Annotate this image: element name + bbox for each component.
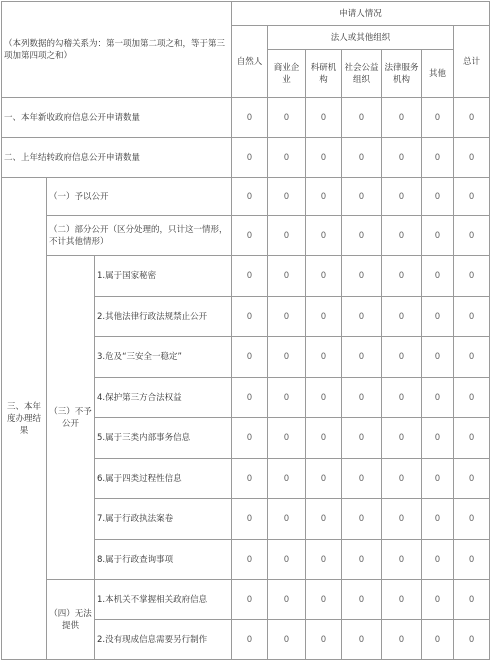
cell-value: 0 bbox=[306, 297, 342, 337]
header-legal-group: 法人或其他组织 bbox=[268, 26, 454, 50]
row-label-results: 三、本年度办理结果 bbox=[2, 178, 47, 660]
row-label-nd-item: 3.危及“三安全一稳定” bbox=[95, 337, 232, 378]
cell-value: 0 bbox=[342, 580, 382, 620]
cell-value: 0 bbox=[306, 499, 342, 540]
cell-value: 0 bbox=[232, 620, 268, 660]
header-applicant: 申请人情况 bbox=[232, 2, 490, 26]
row-label-new-apps: 一、本年新收政府信息公开申请数量 bbox=[2, 98, 232, 138]
cell-value: 0 bbox=[306, 138, 342, 178]
cell-value: 0 bbox=[306, 378, 342, 418]
row-label-nd-item: 1.属于国家秘密 bbox=[95, 256, 232, 297]
cell-value: 0 bbox=[342, 297, 382, 337]
cell-value: 0 bbox=[422, 418, 454, 459]
row-label-partial: （二）部分公开（区分处理的，只计这一情形，不计其他情形） bbox=[47, 216, 232, 256]
cell-value: 0 bbox=[268, 499, 306, 540]
table-row bbox=[2, 580, 490, 620]
cell-value: 0 bbox=[382, 540, 422, 580]
cell-value: 0 bbox=[342, 178, 382, 216]
cell-value: 0 bbox=[268, 178, 306, 216]
row-label-nd-item: 8.属于行政查询事项 bbox=[95, 540, 232, 580]
cell-value: 0 bbox=[342, 499, 382, 540]
cell-value: 0 bbox=[306, 418, 342, 459]
row-label-carried: 二、上年结转政府信息公开申请数量 bbox=[2, 138, 232, 178]
row-label-nd-item: 4.保护第三方合法权益 bbox=[95, 378, 232, 418]
cell-value: 0 bbox=[306, 337, 342, 378]
cell-value: 0 bbox=[342, 378, 382, 418]
row-label-nd-item: 2.其他法律行政法规禁止公开 bbox=[95, 297, 232, 337]
cell-value: 0 bbox=[268, 297, 306, 337]
cell-value: 0 bbox=[342, 138, 382, 178]
table-row bbox=[2, 98, 490, 138]
cell-value: 0 bbox=[382, 178, 422, 216]
cell-value: 0 bbox=[306, 620, 342, 660]
cell-value: 0 bbox=[382, 418, 422, 459]
cell-value: 0 bbox=[422, 256, 454, 297]
cell-value: 0 bbox=[268, 256, 306, 297]
cell-value: 0 bbox=[342, 620, 382, 660]
header-research: 科研机构 bbox=[306, 50, 342, 98]
cell-value: 0 bbox=[382, 216, 422, 256]
cell-value: 0 bbox=[422, 378, 454, 418]
cell-value: 0 bbox=[268, 98, 306, 138]
cell-value: 0 bbox=[232, 418, 268, 459]
cell-value: 0 bbox=[306, 178, 342, 216]
cell-value: 0 bbox=[422, 580, 454, 620]
cell-value: 0 bbox=[454, 337, 490, 378]
cell-value: 0 bbox=[382, 378, 422, 418]
cell-value: 0 bbox=[422, 178, 454, 216]
row-label-unable: （四）无法提供 bbox=[47, 580, 95, 660]
cell-value: 0 bbox=[306, 98, 342, 138]
cell-value: 0 bbox=[232, 580, 268, 620]
cell-value: 0 bbox=[342, 418, 382, 459]
header-legal-service: 法律服务机构 bbox=[382, 50, 422, 98]
header-social: 社会公益组织 bbox=[342, 50, 382, 98]
cell-value: 0 bbox=[342, 98, 382, 138]
cell-value: 0 bbox=[232, 337, 268, 378]
cell-value: 0 bbox=[454, 540, 490, 580]
cell-value: 0 bbox=[268, 378, 306, 418]
cell-value: 0 bbox=[454, 378, 490, 418]
table-row bbox=[2, 178, 490, 216]
cell-value: 0 bbox=[382, 580, 422, 620]
cell-value: 0 bbox=[422, 216, 454, 256]
header-commercial: 商业企业 bbox=[268, 50, 306, 98]
cell-value: 0 bbox=[454, 297, 490, 337]
cell-value: 0 bbox=[232, 178, 268, 216]
cell-value: 0 bbox=[454, 459, 490, 499]
cell-value: 0 bbox=[422, 337, 454, 378]
cell-value: 0 bbox=[268, 580, 306, 620]
row-label-un-item: 1.本机关不掌握相关政府信息 bbox=[95, 580, 232, 620]
cell-value: 0 bbox=[306, 580, 342, 620]
row-label-disclose: （一）予以公开 bbox=[47, 178, 232, 216]
cell-value: 0 bbox=[232, 459, 268, 499]
cell-value: 0 bbox=[232, 540, 268, 580]
cell-value: 0 bbox=[268, 138, 306, 178]
cell-value: 0 bbox=[382, 499, 422, 540]
cell-value: 0 bbox=[232, 216, 268, 256]
cell-value: 0 bbox=[268, 540, 306, 580]
cell-value: 0 bbox=[306, 256, 342, 297]
cell-value: 0 bbox=[382, 459, 422, 499]
cell-value: 0 bbox=[342, 459, 382, 499]
gov-info-disclosure-table bbox=[1, 1, 490, 660]
cell-value: 0 bbox=[454, 256, 490, 297]
cell-value: 0 bbox=[382, 337, 422, 378]
table-row bbox=[2, 138, 490, 178]
cell-value: 0 bbox=[454, 138, 490, 178]
row-label-not-disclose: （三）不予公开 bbox=[47, 256, 95, 580]
cell-value: 0 bbox=[232, 378, 268, 418]
cell-value: 0 bbox=[382, 138, 422, 178]
row-label-nd-item: 5.属于三类内部事务信息 bbox=[95, 418, 232, 459]
header-total: 总计 bbox=[454, 26, 490, 98]
cell-value: 0 bbox=[232, 499, 268, 540]
cell-value: 0 bbox=[422, 620, 454, 660]
cell-value: 0 bbox=[268, 459, 306, 499]
cell-value: 0 bbox=[268, 337, 306, 378]
cell-value: 0 bbox=[382, 256, 422, 297]
cell-value: 0 bbox=[454, 418, 490, 459]
cell-value: 0 bbox=[268, 418, 306, 459]
cell-value: 0 bbox=[422, 459, 454, 499]
cell-value: 0 bbox=[342, 256, 382, 297]
row-label-nd-item: 7.属于行政执法案卷 bbox=[95, 499, 232, 540]
cell-value: 0 bbox=[454, 216, 490, 256]
cell-value: 0 bbox=[232, 138, 268, 178]
cell-value: 0 bbox=[382, 620, 422, 660]
cell-value: 0 bbox=[454, 499, 490, 540]
cell-value: 0 bbox=[382, 98, 422, 138]
cell-value: 0 bbox=[306, 216, 342, 256]
cell-value: 0 bbox=[232, 256, 268, 297]
cell-value: 0 bbox=[232, 297, 268, 337]
cell-value: 0 bbox=[454, 178, 490, 216]
header-note: （本列数据的勾稽关系为：第一项加第二项之和，等于第三项加第四项之和） bbox=[2, 2, 232, 98]
cell-value: 0 bbox=[268, 216, 306, 256]
cell-value: 0 bbox=[422, 499, 454, 540]
cell-value: 0 bbox=[306, 540, 342, 580]
table-row bbox=[2, 216, 490, 256]
row-label-nd-item: 6.属于四类过程性信息 bbox=[95, 459, 232, 499]
cell-value: 0 bbox=[382, 297, 422, 337]
cell-value: 0 bbox=[306, 459, 342, 499]
header-natural-person: 自然人 bbox=[232, 26, 268, 98]
cell-value: 0 bbox=[422, 540, 454, 580]
cell-value: 0 bbox=[422, 297, 454, 337]
row-label-un-item: 2.没有现成信息需要另行制作 bbox=[95, 620, 232, 660]
cell-value: 0 bbox=[454, 620, 490, 660]
cell-value: 0 bbox=[268, 620, 306, 660]
cell-value: 0 bbox=[342, 216, 382, 256]
cell-value: 0 bbox=[422, 98, 454, 138]
cell-value: 0 bbox=[342, 540, 382, 580]
table-row bbox=[2, 256, 490, 297]
cell-value: 0 bbox=[342, 337, 382, 378]
cell-value: 0 bbox=[422, 138, 454, 178]
cell-value: 0 bbox=[454, 580, 490, 620]
header-other: 其他 bbox=[422, 50, 454, 98]
cell-value: 0 bbox=[454, 98, 490, 138]
cell-value: 0 bbox=[232, 98, 268, 138]
